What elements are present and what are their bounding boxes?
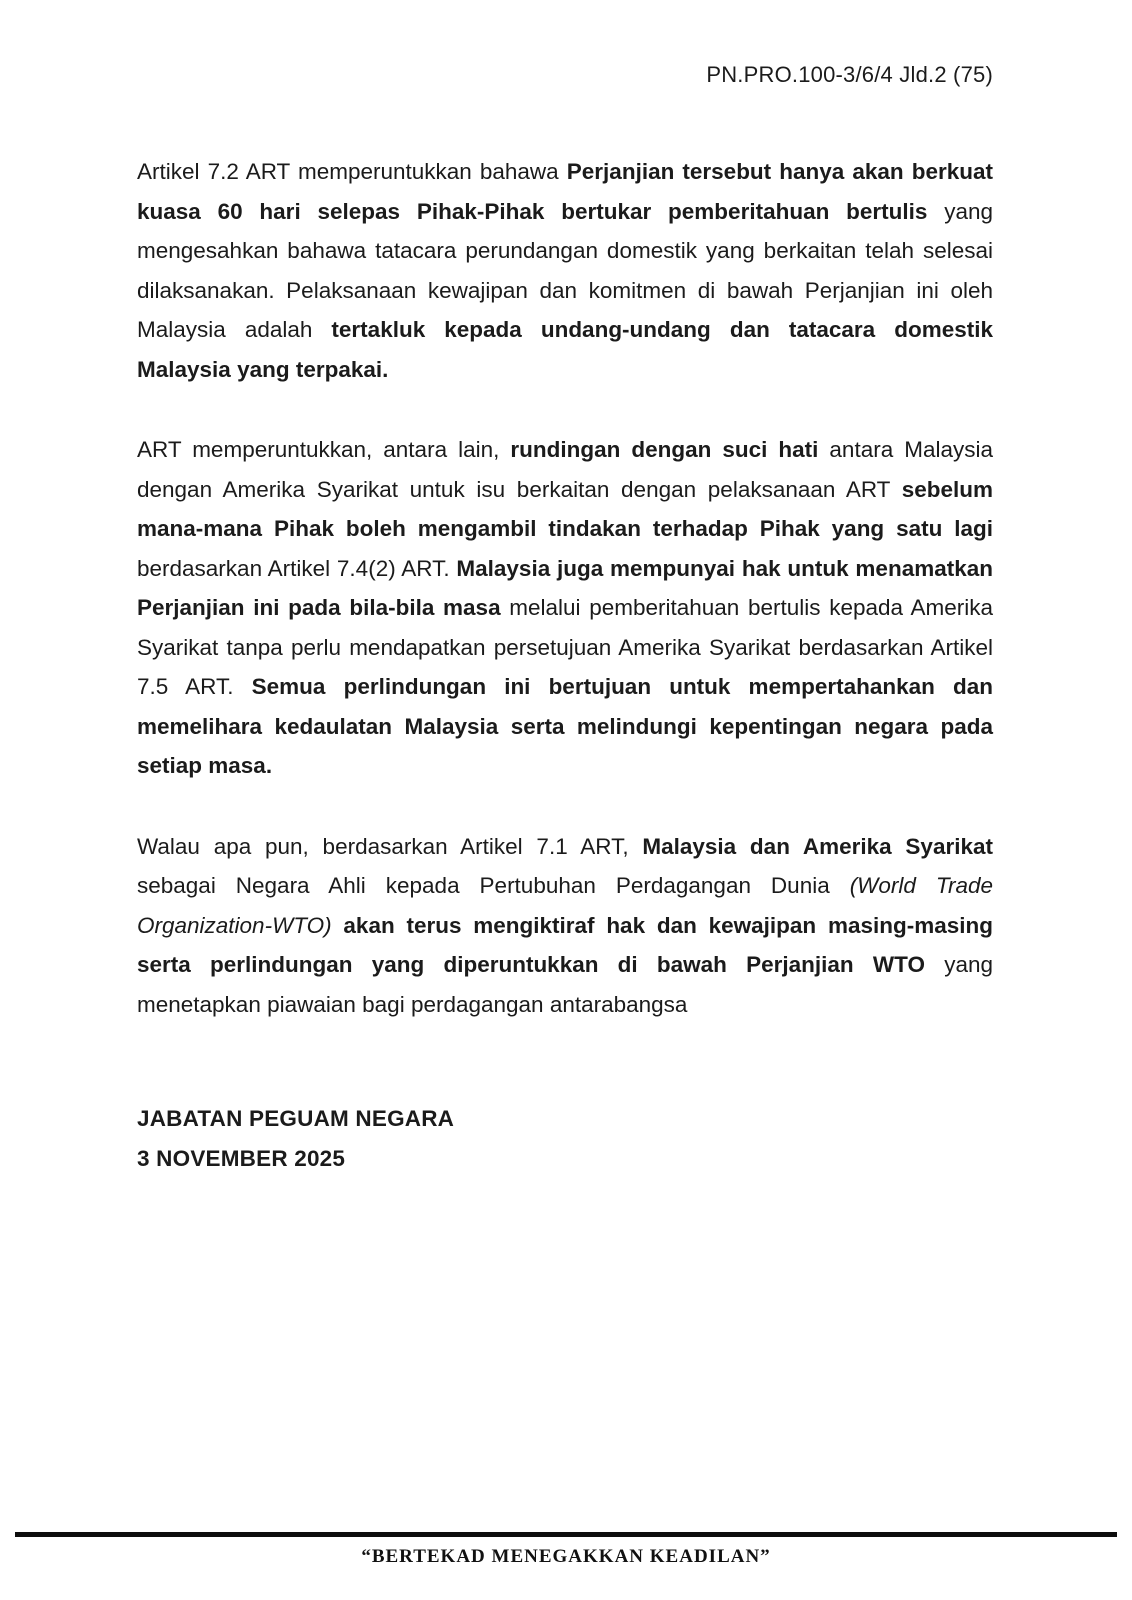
text-run: yang mengesahkan bahawa tatacara perundangan domestik yang berkaitan telah selesai dilaksanakan. Pelaksanaan kewajipan dan komitmen di bawah Perjanjian ini oleh Malaysia adalah xyxy=(137,198,993,342)
file-reference-number: PN.PRO.100-3/6/4 Jld.2 (75) xyxy=(706,62,993,87)
text-run: sebagai Negara Ahli kepada Pertubuhan Perdagangan Dunia xyxy=(137,873,850,898)
text-run: Artikel 7.2 ART memperuntukkan bahawa xyxy=(137,159,567,184)
text-run: rundingan dengan suci hati xyxy=(510,437,819,462)
text-run: yang menetapkan piawaian bagi perdagangan antarabangsa xyxy=(137,952,993,1017)
text-run: tertakluk kepada undang-undang dan tatacara domestik Malaysia yang terpakai. xyxy=(137,317,993,382)
document-body xyxy=(137,152,993,1178)
text-run: Semua perlindungan ini bertujuan untuk mempertahankan dan memelihara kedaulatan Malaysia serta melindungi kepentingan negara pada setiap masa. xyxy=(137,674,994,778)
text-run: melalui pemberitahuan bertulis kepada Amerika Syarikat tanpa perlu mendapatkan persetujuan Amerika Syarikat berdasarkan Artikel 7.5 ART. xyxy=(137,595,993,699)
signature-issuer: JABATAN PEGUAM NEGARA xyxy=(137,1106,455,1131)
signature-date: 3 NOVEMBER 2025 xyxy=(137,1145,346,1171)
text-run: antara Malaysia dengan Amerika Syarikat untuk isu berkaitan dengan pelaksanaan ART xyxy=(137,437,993,502)
signature-block xyxy=(137,1099,993,1178)
paragraph xyxy=(137,430,993,786)
text-run: Malaysia juga mempunyai hak untuk menamatkan Perjanjian ini pada bila-bila masa xyxy=(137,555,993,620)
text-run: Malaysia dan Amerika Syarikat xyxy=(642,833,993,859)
paragraph xyxy=(137,152,993,389)
footer-divider-rule xyxy=(15,1532,1117,1537)
text-run: ART memperuntukkan, antara lain, xyxy=(137,437,511,462)
footer-motto: “BERTEKAD MENEGAKKAN KEADILAN” xyxy=(361,1546,771,1567)
text-run: akan terus mengiktiraf hak dan kewajipan masing-masing serta perlindungan yang diperuntukkan di bawah Perjanjian WTO xyxy=(137,912,993,977)
text-run: sebelum mana-mana Pihak boleh mengambil tindakan terhadap Pihak yang satu lagi xyxy=(137,476,993,541)
paragraph xyxy=(137,827,993,1025)
text-run: Walau apa pun, berdasarkan Artikel 7.1 ART, xyxy=(137,833,643,859)
text-run: (World Trade Organization-WTO) xyxy=(137,873,994,938)
paragraph-list xyxy=(137,152,993,1024)
text-run: berdasarkan Artikel 7.4(2) ART. xyxy=(137,555,457,581)
text-run: Perjanjian tersebut hanya akan berkuat kuasa 60 hari selepas Pihak-Pihak bertukar pemberitahuan bertulis xyxy=(137,159,993,224)
